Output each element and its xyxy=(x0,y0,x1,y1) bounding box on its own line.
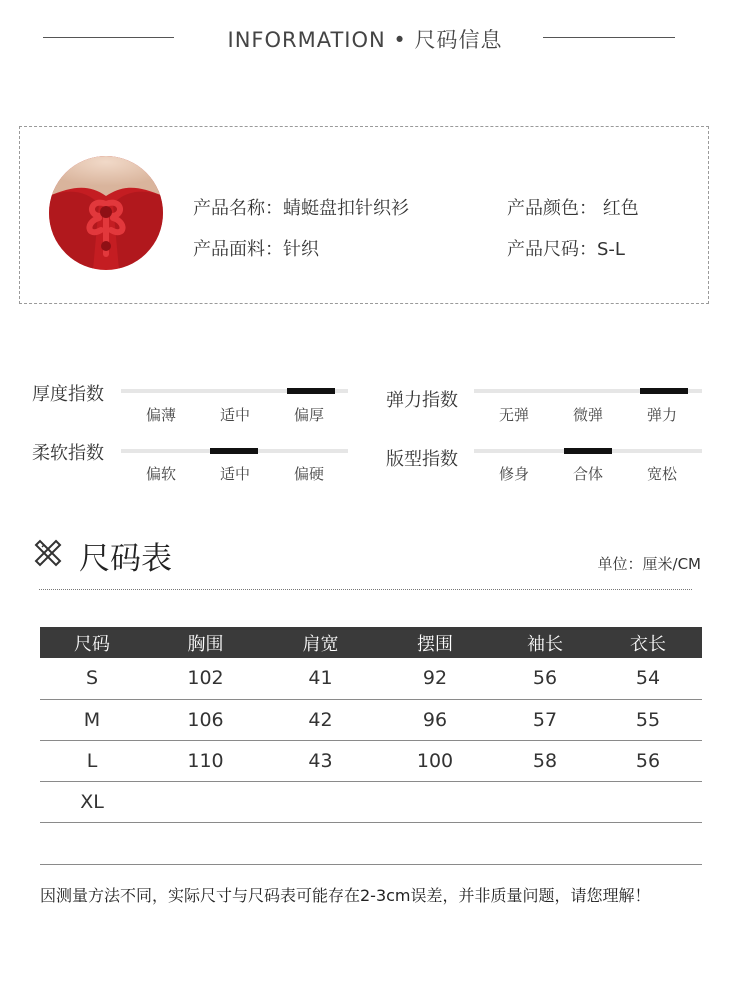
table-cell: 42 xyxy=(267,699,374,740)
index-track xyxy=(474,449,702,453)
index-option: 微弹 xyxy=(572,406,604,424)
table-cell xyxy=(267,781,374,822)
table-cell: M xyxy=(40,699,144,740)
table-cell: 102 xyxy=(144,658,267,699)
index-track xyxy=(121,449,348,453)
table-cell: 100 xyxy=(374,740,496,781)
measurement-note: 因测量方法不同，实际尺寸与尺码表可能存在2-3cm误差，并非质量问题，请您理解！ xyxy=(40,886,651,905)
table-cell: 54 xyxy=(594,658,702,699)
table-cell: 106 xyxy=(144,699,267,740)
index-track xyxy=(121,389,348,393)
index-option: 偏软 xyxy=(145,465,177,483)
page-title: INFORMATION • 尺码信息 xyxy=(227,28,503,52)
index-label: 厚度指数 xyxy=(32,384,104,405)
table-cell xyxy=(496,781,594,822)
table-row xyxy=(40,699,702,740)
index-marker xyxy=(287,388,335,394)
index-option: 宽松 xyxy=(646,465,678,483)
product-size: 产品尺码：S-L xyxy=(507,239,625,260)
index-marker xyxy=(564,448,612,454)
size-table xyxy=(40,627,702,823)
index-option: 偏硬 xyxy=(293,465,325,483)
table-cell: 96 xyxy=(374,699,496,740)
header-line-right xyxy=(543,37,675,38)
table-cell: 110 xyxy=(144,740,267,781)
index-option: 偏薄 xyxy=(145,406,177,424)
column-header: 肩宽 xyxy=(267,627,374,658)
index-label: 版型指数 xyxy=(386,449,458,470)
table-row xyxy=(40,658,702,699)
column-header: 胸围 xyxy=(144,627,267,658)
index-option: 无弹 xyxy=(498,406,530,424)
column-header: 摆围 xyxy=(374,627,496,658)
index-marker xyxy=(210,448,258,454)
table-cell: L xyxy=(40,740,144,781)
table-cell: S xyxy=(40,658,144,699)
table-cell: XL xyxy=(40,781,144,822)
table-row xyxy=(40,781,702,822)
table-header-row xyxy=(40,627,702,658)
product-info-box xyxy=(19,126,709,304)
dotted-divider xyxy=(39,589,692,590)
index-option: 合体 xyxy=(572,465,604,483)
index-option: 适中 xyxy=(219,406,251,424)
table-cell: 57 xyxy=(496,699,594,740)
product-photo xyxy=(49,156,163,270)
table-cell: 56 xyxy=(594,740,702,781)
index-option: 修身 xyxy=(498,465,530,483)
index-option: 偏厚 xyxy=(293,406,325,424)
table-cell: 56 xyxy=(496,658,594,699)
index-option: 适中 xyxy=(219,465,251,483)
table-row xyxy=(40,740,702,781)
index-option: 弹力 xyxy=(646,406,678,424)
table-cell: 92 xyxy=(374,658,496,699)
product-name: 产品名称：蜻蜓盘扣针织衫 xyxy=(193,198,409,219)
table-cell: 41 xyxy=(267,658,374,699)
product-fabric: 产品面料：针织 xyxy=(193,239,319,260)
product-color: 产品颜色： 红色 xyxy=(507,198,639,219)
table-cell: 55 xyxy=(594,699,702,740)
table-cell xyxy=(374,781,496,822)
table-cell xyxy=(594,781,702,822)
index-label: 柔软指数 xyxy=(32,443,104,464)
column-header: 尺码 xyxy=(40,627,144,658)
table-cell xyxy=(144,781,267,822)
column-header: 衣长 xyxy=(594,627,702,658)
unit-label: 单位：厘米/CM xyxy=(597,555,701,573)
table-cell: 58 xyxy=(496,740,594,781)
size-chart-title: 尺码表 xyxy=(79,541,172,577)
ruler-scissors-icon xyxy=(33,538,63,568)
index-marker xyxy=(640,388,688,394)
index-label: 弹力指数 xyxy=(386,390,458,411)
note-divider xyxy=(40,864,702,865)
index-track xyxy=(474,389,702,393)
column-header: 袖长 xyxy=(496,627,594,658)
table-cell: 43 xyxy=(267,740,374,781)
